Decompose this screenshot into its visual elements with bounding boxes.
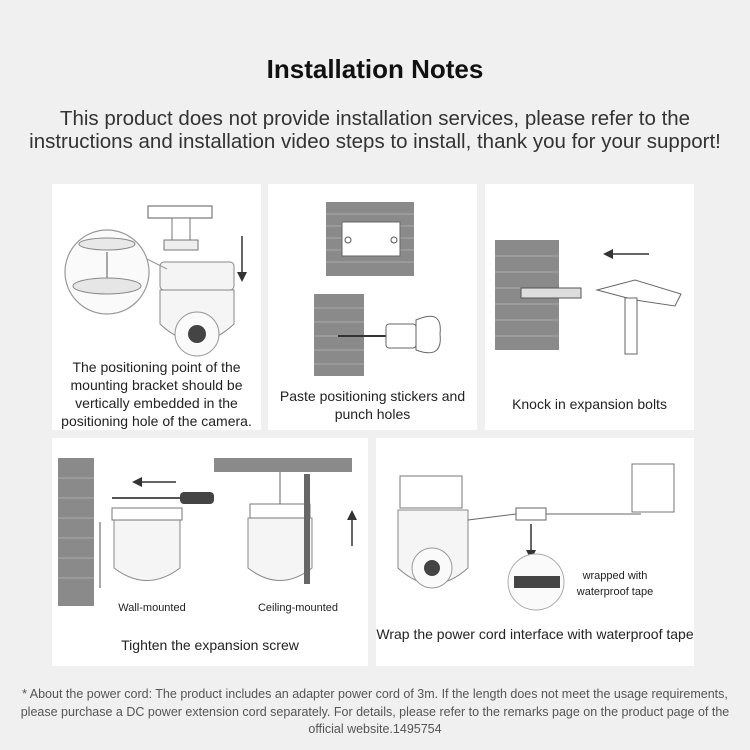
ceiling-mounted-label: Ceiling-mounted — [257, 602, 339, 614]
step-caption: The positioning point of the mounting bracket should be vertically embedded in the positioning hole of the camera. — [61, 359, 252, 429]
page-title: Installation Notes — [266, 54, 484, 84]
step-caption: Paste positioning stickers and punch holes — [279, 388, 466, 422]
step-panel-bolts — [485, 184, 694, 430]
wall-mounted-label: Wall-mounted — [118, 602, 186, 614]
step-panel-stickers — [268, 184, 477, 430]
screw-illustration — [52, 438, 368, 666]
hammer-wall-illustration — [485, 184, 694, 430]
step-caption: Knock in expansion bolts — [512, 396, 667, 412]
waterproof-note: wrapped with waterproof tape — [576, 570, 654, 598]
step-panel-screw — [52, 438, 368, 666]
step-caption: Tighten the expansion screw — [121, 637, 299, 653]
step-panel-bracket — [52, 184, 261, 430]
step-panel-waterproof — [376, 438, 694, 666]
page-subtitle: This product does not provide installation services, please refer to the instructions and installation video steps to install, thank you for your support! — [29, 107, 721, 153]
step-caption: Wrap the power cord interface with waterproof tape — [376, 626, 694, 642]
power-cord-footnote: * About the power cord: The product includes an adapter power cord of 3m. If the length does not meet the usage requirements, please purchase a DC power extension cord separately. For details, please refer to the remarks page on the product page of the official website.1495754 — [20, 687, 730, 736]
